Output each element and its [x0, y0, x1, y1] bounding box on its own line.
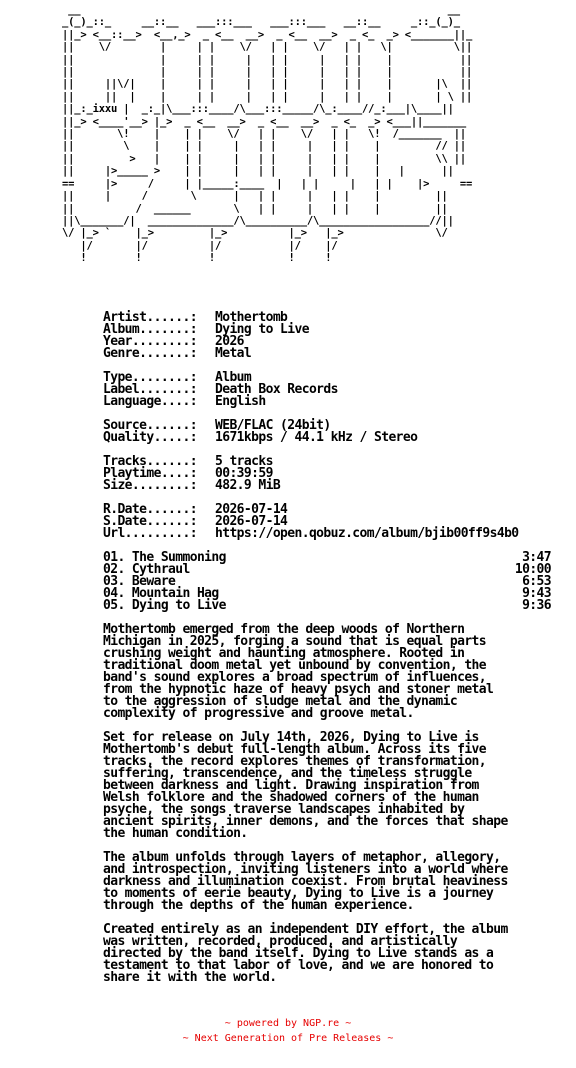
track-title: 01. The Summoning	[103, 550, 226, 565]
info-key: Label.......:	[103, 382, 197, 397]
description-paragraph: Set for release on July 14th, 2026, Dying to Live is Mothertomb's debut full-length album. Across its five tracks, the record explores themes of transformation, suffering, transcendence, and the timeless struggle between darkness and light. Drawing inspiration from Welsh folklore and the shadowed corners of the human psyche, the songs traverse landscapes inhabited by ancient spirits, inner demons, and the forces that shape the human condition.	[103, 730, 508, 841]
info-key: Album.......:	[103, 322, 197, 337]
info-key: Playtime....:	[103, 466, 197, 481]
info-value: 1671kbps / 44.1 kHz / Stereo	[215, 430, 418, 445]
release-info	[103, 312, 519, 540]
info-value: WEB/FLAC (24bit)	[215, 418, 331, 433]
tracklist	[103, 552, 551, 612]
info-key: Type........:	[103, 370, 197, 385]
info-value: 482.9 MiB	[215, 478, 281, 493]
track-row	[103, 600, 551, 612]
track-title: 02. Cythraul	[103, 562, 190, 577]
description-paragraph: The album unfolds through layers of metaphor, allegory, and introspection, inviting listeners into a world where darkness and illumination coexist. From brutal heaviness to moments of eerie beauty, Dying to Live is a journey through the depths of the human experience.	[103, 850, 508, 913]
info-key: Size........:	[103, 478, 197, 493]
info-key: Source......:	[103, 418, 197, 433]
info-key: R.Date......:	[103, 502, 197, 517]
info-key: S.Date......:	[103, 514, 197, 529]
info-value: 2026	[215, 334, 244, 349]
description-paragraph: Created entirely as an independent DIY effort, the album was written, recorded, produced, and artistically directed by the band itself. Dying to Live stands as a testament to that labor of love, and we are honored to share it with the world.	[103, 922, 508, 985]
info-value: 5 tracks	[215, 454, 273, 469]
footer	[0, 1016, 576, 1046]
info-value: Metal	[215, 346, 252, 361]
info-key: Genre.......:	[103, 346, 197, 361]
track-duration: 6:53	[522, 574, 551, 589]
info-row-url	[103, 528, 519, 540]
info-row	[103, 396, 519, 408]
info-key: Quality.....:	[103, 430, 197, 445]
footer-powered-by: ~ powered by NGP.re ~	[224, 1018, 352, 1029]
info-row	[103, 432, 519, 444]
track-title: 04. Mountain Hag	[103, 586, 219, 601]
info-value: 00:39:59	[215, 466, 273, 481]
info-value: English	[215, 394, 266, 409]
info-key: Year........:	[103, 334, 197, 349]
info-row	[103, 348, 519, 360]
info-key: Language....:	[103, 394, 197, 409]
info-key: Artist......:	[103, 310, 197, 325]
track-duration: 9:36	[522, 598, 551, 613]
album-description	[103, 624, 555, 996]
album-url: https://open.qobuz.com/album/bjib00ff9s4b0	[215, 526, 519, 541]
info-key: Tracks......:	[103, 454, 197, 469]
track-duration: 9:43	[522, 586, 551, 601]
info-value: Mothertomb	[215, 310, 288, 325]
info-value: 2026-07-14	[215, 514, 288, 529]
track-duration: 10:00	[514, 562, 551, 577]
ascii-art-logo: __ __ _(_)_::_ __::__ ___:::___ ___:::___ __::__ _::_(_)_ ||_> <__::__> <__,_> _ <__ __> _ <__ __> _ <_ _> <_______||_ || \/ | | | \/ | | \/ | | \| \|| || | | | | | | | | | | || || | | | | | | | | | | || || ||\/| | | | | | | | | | | |\ || || || | | | | | | | | | | | | \ || ||_:_ixxu | _:_|\___:::____/\___:::_____/\_:____//_:___|\____|| ||_> <____'__> |_> _ <__ __> _ <__ __> _ <_ _> <___||_______ || \! | | | \/ | | \/ | | \! /_______ || || \ | | | | | | | | | | // || || > | | | | | | | | | | \\ || || |>_____ > | | | | | | | | | | || == |> / | |_____:____ | | | | | | |> == || | / \ | | | | | | | || || / ______ \ | | | | | | || ||\_______/| ______________/\__________/\__________________//|| \/ |_> ` |_> |_> |_> |_> \/ |/ |/ |/ |/ |/ ! ! ! ! !	[62, 4, 473, 265]
track-title: 03. Beware	[103, 574, 176, 589]
info-value: Dying to Live	[215, 322, 309, 337]
info-row	[103, 480, 519, 492]
track-title: 05. Dying to Live	[103, 598, 226, 613]
info-key: Url.........:	[103, 526, 197, 541]
info-value: 2026-07-14	[215, 502, 288, 517]
description-paragraph: Mothertomb emerged from the deep woods of Northern Michigan in 2025, forging a sound that is equal parts crushing weight and haunting atmosphere. Rooted in traditional doom metal yet unbound by convention, the band's sound explores a broad spectrum of influences, from the hypnotic haze of heavy psych and stoner metal to the aggression of sludge metal and the dynamic complexity of progressive and groove metal.	[103, 622, 494, 721]
info-value: Album	[215, 370, 252, 385]
track-duration: 3:47	[522, 550, 551, 565]
footer-tagline: ~ Next Generation of Pre Releases ~	[182, 1033, 394, 1044]
info-value: Death Box Records	[215, 382, 338, 397]
